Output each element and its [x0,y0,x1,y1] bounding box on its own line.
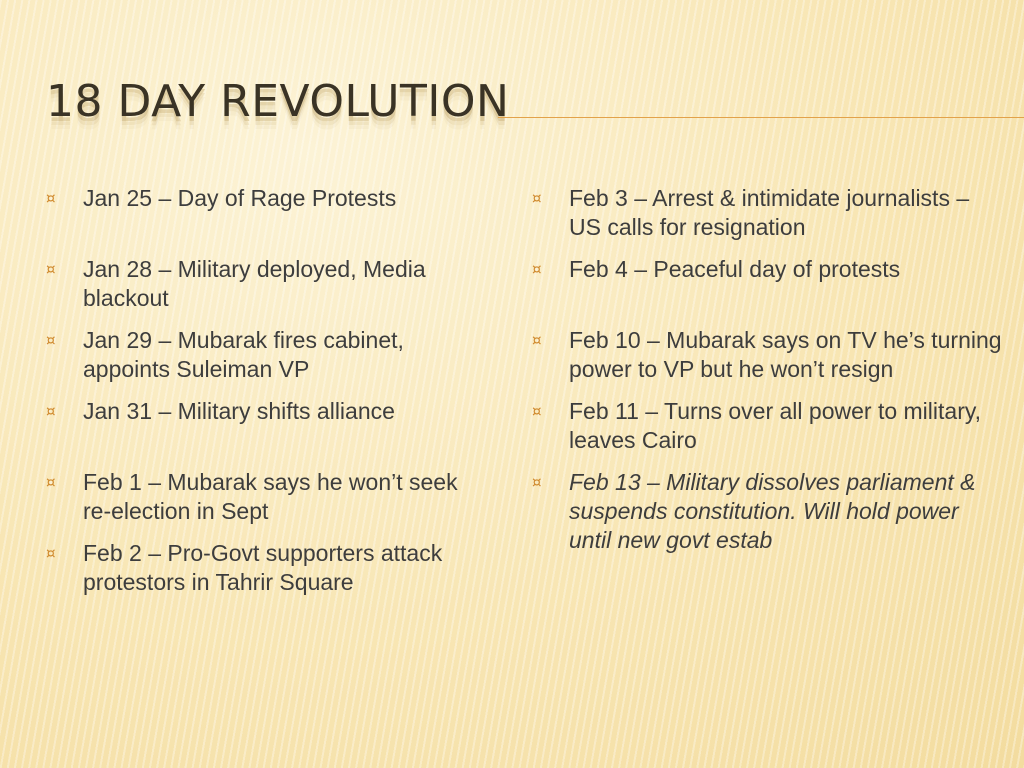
currency-sign-icon: ¤ [532,402,542,420]
currency-sign-icon: ¤ [532,189,542,207]
list-item [532,326,1002,384]
title-underline [498,117,1024,118]
list-item-text: Feb 3 – Arrest & intimidate journalists – US calls for resignation [569,185,970,240]
currency-sign-icon: ¤ [532,331,542,349]
list-item [532,184,1002,242]
list-item-text: Jan 31 – Military shifts alliance [83,398,395,424]
currency-sign-icon: ¤ [46,473,56,491]
right-column [532,184,1002,568]
list-item-text: Feb 4 – Peaceful day of protests [569,256,901,282]
list-item [46,326,486,384]
list-item-text: Feb 13 – Military dissolves parliament & suspends constitution. Will hold power until new govt estab [569,469,976,553]
left-column [46,184,486,610]
list-item [532,397,1002,455]
list-item [46,539,486,597]
currency-sign-icon: ¤ [532,473,542,491]
list-item-text: Feb 10 – Mubarak says on TV he’s turning power to VP but he won’t resign [569,327,1002,382]
list-item-text: Jan 29 – Mubarak fires cabinet, appoints Suleiman VP [83,327,404,382]
currency-sign-icon: ¤ [46,544,56,562]
currency-sign-icon: ¤ [532,260,542,278]
list-item [46,184,486,242]
list-item-text: Feb 2 – Pro-Govt supporters attack protestors in Tahrir Square [83,540,443,595]
currency-sign-icon: ¤ [46,331,56,349]
list-item [46,255,486,313]
title-area [46,76,1024,146]
list-item-text: Jan 28 – Military deployed, Media blackout [83,256,426,311]
list-item-text: Feb 1 – Mubarak says he won’t seek re-election in Sept [83,469,458,524]
currency-sign-icon: ¤ [46,189,56,207]
slide-title: 18 DAY REVOLUTION [46,76,510,127]
list-item [532,255,1002,313]
list-item-text: Jan 25 – Day of Rage Protests [83,185,397,211]
currency-sign-icon: ¤ [46,402,56,420]
list-item [46,468,486,526]
list-item [46,397,486,455]
list-item [532,468,1002,555]
list-item-text: Feb 11 – Turns over all power to military, leaves Cairo [569,398,982,453]
currency-sign-icon: ¤ [46,260,56,278]
